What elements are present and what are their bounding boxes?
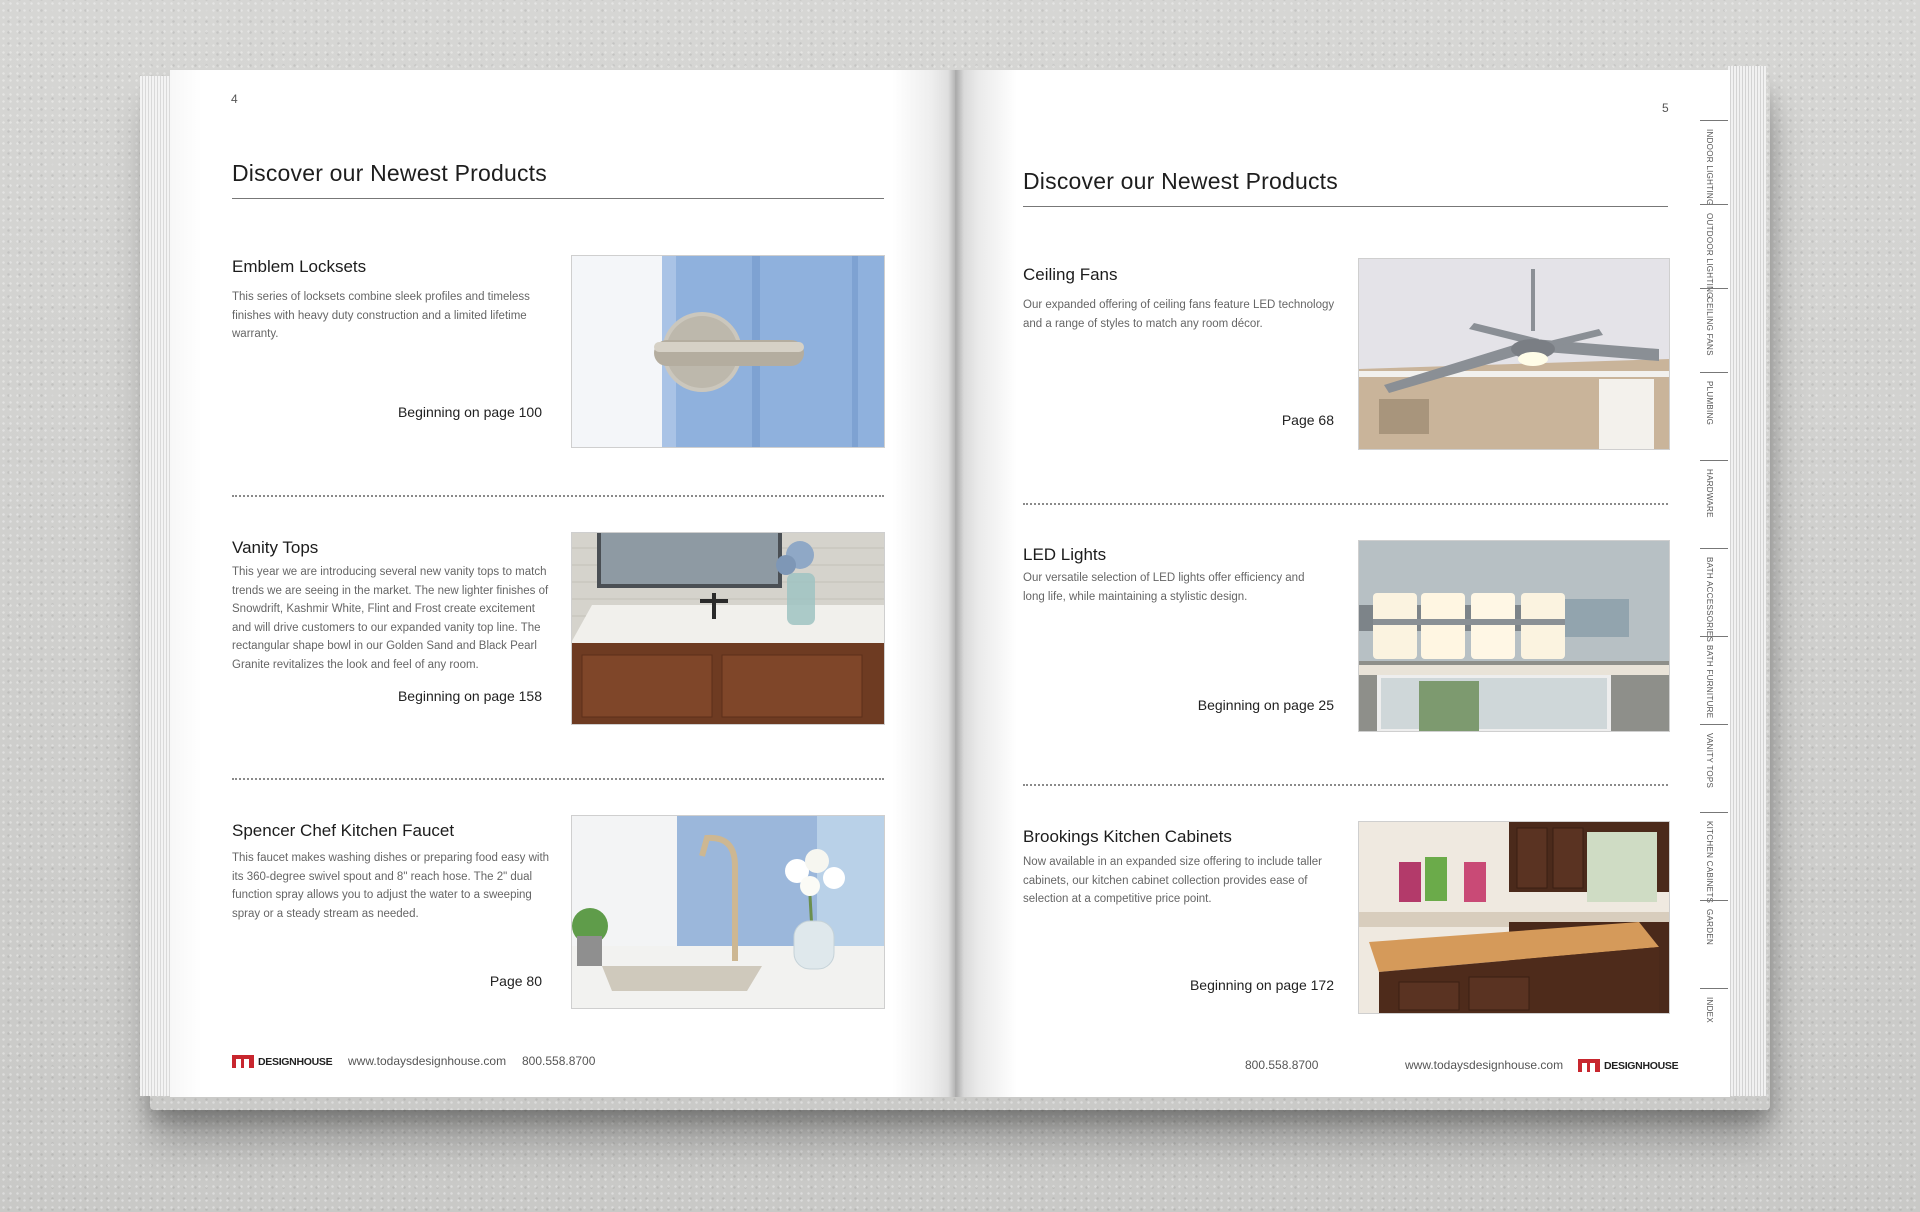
led-lights-photo	[1358, 540, 1670, 732]
ceiling-fan-photo	[1358, 258, 1670, 450]
tab-label: HARDWARE	[1705, 469, 1714, 518]
lockset-photo	[571, 255, 885, 448]
divider	[232, 495, 884, 497]
tab-outdoor-lighting[interactable]	[1700, 204, 1728, 299]
footer-phone: 800.558.8700	[1245, 1058, 1319, 1072]
product-led-lights	[1023, 545, 1668, 745]
product-description: Our expanded offering of ceiling fans feature LED technology and a range of styles to match any room décor.	[1023, 299, 1335, 330]
product-page-ref: Beginning on page 158	[397, 688, 542, 704]
book-spine	[948, 70, 964, 1097]
tab-plumbing[interactable]	[1700, 372, 1728, 461]
product-brookings-cabinets	[1023, 827, 1668, 1027]
page-number: 5	[1662, 101, 1669, 115]
kitchen-cabinets-photo	[1358, 821, 1670, 1014]
tab-label: CEILING FANS	[1705, 297, 1714, 356]
tab-label: KITCHEN CABINETS	[1705, 821, 1714, 904]
product-page-ref: Beginning on page 25	[1197, 697, 1334, 713]
tab-kitchen-cabinets[interactable]	[1700, 812, 1728, 904]
logo-text: DESIGNHOUSE	[1604, 1059, 1679, 1072]
product-title: Spencer Chef Kitchen Faucet	[232, 821, 455, 840]
product-ceiling-fans	[1023, 265, 1668, 465]
divider	[1023, 784, 1668, 786]
page-number: 4	[231, 92, 238, 106]
footer-website: www.todaysdesignhouse.com	[348, 1054, 507, 1068]
heading-rule	[232, 198, 884, 199]
vanity-photo	[571, 532, 885, 725]
tab-label: INDOOR LIGHTING	[1705, 129, 1714, 206]
tab-vanity-tops[interactable]	[1700, 724, 1728, 813]
house-logo-icon	[232, 1055, 254, 1068]
designhouse-logo	[232, 1055, 332, 1068]
heading-rule	[1023, 206, 1668, 207]
product-title: Ceiling Fans	[1023, 265, 1118, 284]
tab-bath-furniture[interactable]	[1700, 636, 1728, 725]
product-page-ref: Page 80	[489, 973, 542, 989]
logo-text: DESIGNHOUSE	[258, 1055, 333, 1068]
product-emblem-locksets	[232, 257, 884, 457]
faucet-photo	[571, 815, 885, 1009]
product-description: This series of locksets combine sleek profiles and timeless finishes with heavy duty construction and a limited lifetime warranty.	[232, 291, 530, 341]
tab-label: BATH ACCESSORIES	[1705, 557, 1714, 643]
divider	[1023, 503, 1668, 505]
page-stack-left	[140, 76, 174, 1096]
house-logo-icon	[1578, 1059, 1600, 1072]
tab-garden[interactable]	[1700, 900, 1728, 989]
footer-phone: 800.558.8700	[522, 1054, 596, 1068]
tab-bath-accessories[interactable]	[1700, 548, 1728, 643]
product-title: Vanity Tops	[232, 538, 319, 557]
tab-label: VANITY TOPS	[1705, 733, 1714, 789]
product-page-ref: Beginning on page 172	[1189, 977, 1334, 993]
product-title: Brookings Kitchen Cabinets	[1023, 827, 1232, 846]
product-title: Emblem Locksets	[232, 257, 367, 276]
tab-index[interactable]	[1700, 988, 1728, 1069]
catalog-page-left	[170, 70, 955, 1097]
tab-label: PLUMBING	[1705, 381, 1714, 426]
tab-label: OUTDOOR LIGHTING	[1705, 213, 1714, 299]
product-description: This faucet makes washing dishes or preparing food easy with its 360-degree swivel spout and 8" reach hose. The 2" dual function spray allows you to adjust the water to a sweeping spray or a steady stream as needed.	[232, 852, 550, 920]
tab-label: INDEX	[1705, 997, 1714, 1023]
tab-label: GARDEN	[1705, 909, 1714, 946]
product-spencer-faucet	[232, 821, 884, 1021]
catalog-page-right	[955, 70, 1730, 1097]
product-page-ref: Page 68	[1281, 412, 1334, 428]
divider	[232, 778, 884, 780]
product-description: This year we are introducing several new vanity tops to match trends we are seeing in the market. The new lighter finishes of Snowdrift, Kashmir White, Flint and Frost create excitement and will drive customers to our expanded vanity top line. The rectangular shape bowl in our Golden Sand and Black Pearl Granite revitalizes the look and feel of any room.	[232, 566, 549, 671]
designhouse-logo	[1578, 1059, 1678, 1072]
footer-website: www.todaysdesignhouse.com	[1405, 1058, 1564, 1072]
page-heading: Discover our Newest Products	[1023, 168, 1338, 194]
tab-label: BATH FURNITURE	[1705, 645, 1714, 719]
tab-hardware[interactable]	[1700, 460, 1728, 549]
section-tabs	[1700, 120, 1740, 1070]
product-page-ref: Beginning on page 100	[397, 404, 542, 420]
product-vanity-tops	[232, 538, 884, 738]
tab-indoor-lighting[interactable]	[1700, 120, 1728, 205]
product-title: LED Lights	[1023, 545, 1107, 564]
page-heading: Discover our Newest Products	[232, 160, 547, 186]
tab-ceiling-fans[interactable]	[1700, 288, 1728, 373]
product-description: Now available in an expanded size offering to include taller cabinets, our kitchen cabinet collection provides ease of selection at a competitive price point.	[1023, 856, 1322, 906]
product-description: Our versatile selection of LED lights offer efficiency and long life, while maintaining a stylistic design.	[1023, 572, 1305, 603]
